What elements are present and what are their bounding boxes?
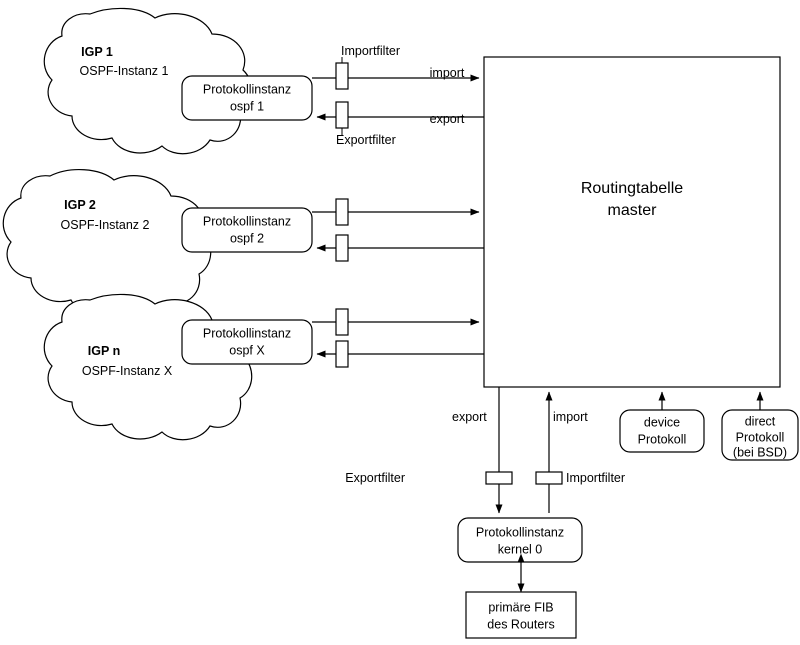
exportfilter-pad-2 bbox=[336, 235, 348, 261]
fib-line1: primäre FIB bbox=[488, 600, 554, 615]
protocol-instance-2-line1: Protokollinstanz bbox=[202, 214, 292, 229]
cloud-igp-2 bbox=[3, 170, 210, 316]
exportfilter-pad-1 bbox=[336, 102, 348, 128]
protocol-instance-2-line2: ospf 2 bbox=[229, 231, 265, 246]
importfilter-pad-2 bbox=[336, 199, 348, 225]
protocol-instance-1-line1: Protokollinstanz bbox=[202, 82, 292, 97]
importfilter-pad-1 bbox=[336, 63, 348, 89]
cloud-2-name: IGP 2 bbox=[64, 198, 96, 212]
fib-line2: des Routers bbox=[487, 617, 555, 632]
protocol-instance-1-line2: ospf 1 bbox=[229, 99, 265, 114]
exportfilter-label-kernel: Exportfilter bbox=[345, 471, 405, 485]
export-flow-label-1: export bbox=[429, 112, 465, 126]
import-flow-label-kernel: import bbox=[553, 410, 588, 424]
exportfilter-pad-3 bbox=[336, 341, 348, 367]
importfilter-label-kernel: Importfilter bbox=[566, 471, 626, 485]
cloud-1-name: IGP 1 bbox=[81, 45, 113, 59]
exportfilter-label-1: Exportfilter bbox=[336, 133, 396, 147]
importfilter-pad-kernel bbox=[536, 472, 562, 484]
cloud-1-instance: OSPF-Instanz 1 bbox=[79, 64, 169, 78]
importfilter-pad-3 bbox=[336, 309, 348, 335]
protocol-instance-3-line2: ospf X bbox=[229, 343, 265, 358]
cloud-n-instance: OSPF-Instanz X bbox=[81, 364, 173, 378]
protocol-instance-3-line1: Protokollinstanz bbox=[202, 326, 292, 341]
cloud-2-instance: OSPF-Instanz 2 bbox=[60, 218, 150, 232]
direct-protocol-line3: (bei BSD) bbox=[732, 445, 788, 460]
device-protocol-line2: Protokoll bbox=[637, 432, 687, 447]
direct-protocol-line1: direct bbox=[744, 414, 776, 429]
device-protocol-line1: device bbox=[643, 415, 681, 430]
import-flow-label-1: import bbox=[429, 66, 465, 80]
cloud-n-name: IGP n bbox=[87, 344, 121, 358]
exportfilter-pad-kernel bbox=[486, 472, 512, 484]
direct-protocol-line2: Protokoll bbox=[735, 430, 785, 445]
importfilter-label-1: Importfilter bbox=[341, 44, 401, 58]
export-flow-label-kernel: export bbox=[452, 410, 487, 424]
routing-table-title-line2: master bbox=[607, 201, 657, 219]
protocol-instance-kernel-line1: Protokollinstanz bbox=[475, 525, 565, 540]
routing-table-title-line1: Routingtabelle bbox=[580, 179, 684, 197]
protocol-instance-kernel-line2: kernel 0 bbox=[497, 542, 543, 557]
